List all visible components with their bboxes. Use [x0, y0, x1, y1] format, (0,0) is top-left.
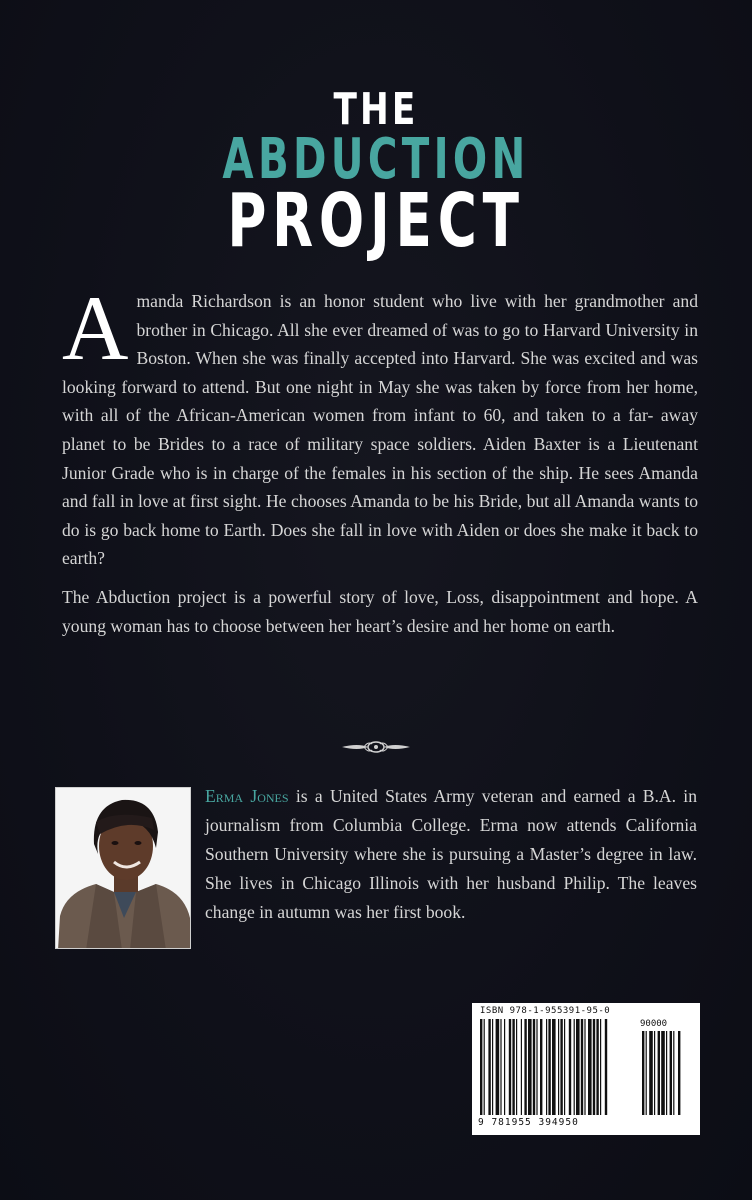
author-bio [205, 782, 697, 927]
author-portrait-image [56, 788, 191, 949]
ornament-divider-icon [340, 738, 412, 756]
isbn-label: ISBN 978-1-955391-95-0 [480, 1006, 611, 1016]
author-photo [55, 787, 191, 949]
author-bio-text: is a United States Army veteran and earned a B.A. in journalism from Columbia College. Erma now attends California Southern University where she is pursuing a Master’s degree in law. She lives in Chicago Illinois with her husband Philip. The leaves change in autumn was her first book. [205, 786, 697, 922]
title-line-the: THE [333, 84, 419, 135]
drop-cap: A [62, 277, 129, 379]
barcode-digits: 9 781955 394950 [478, 1117, 579, 1128]
barcode-bars-icon [478, 1019, 694, 1117]
book-blurb [62, 277, 698, 640]
isbn-barcode [472, 1003, 700, 1135]
blurb-paragraph-1-text: manda Richardson is an honor student who live with her grandmother and brother in Chicago. All she ever dreamed of was to go to Harvard University in Boston. When she was finally accepted into Harvard. She was excited and was looking forward to attend. But one night in May she was taken by force from her home, with all of the African-American women from infant to 60, and taken to a far- away planet to be Brides to a race of military space soldiers. Aiden Baxter is a Lieutenant Junior Grade who is in charge of the females in his section of the ship. He sees Amanda and fall in love at first sight. He chooses Amanda to be his Bride, but all Amanda wants to do is go back home to Earth. Does she fall in love with Aiden or does she make it back to earth? [62, 291, 698, 569]
price-code: 90000 [640, 1019, 668, 1029]
title-line-abduction: ABDUCTION [222, 127, 530, 192]
author-name: Erma Jones [205, 786, 289, 806]
blurb-paragraph-2: The Abduction project is a powerful story of love, Loss, disappointment and hope. A young woman has to choose between her heart’s desire and her home on earth. [62, 586, 698, 636]
blurb-paragraph-1 [62, 277, 698, 573]
title-line-project: PROJECT [227, 178, 525, 264]
